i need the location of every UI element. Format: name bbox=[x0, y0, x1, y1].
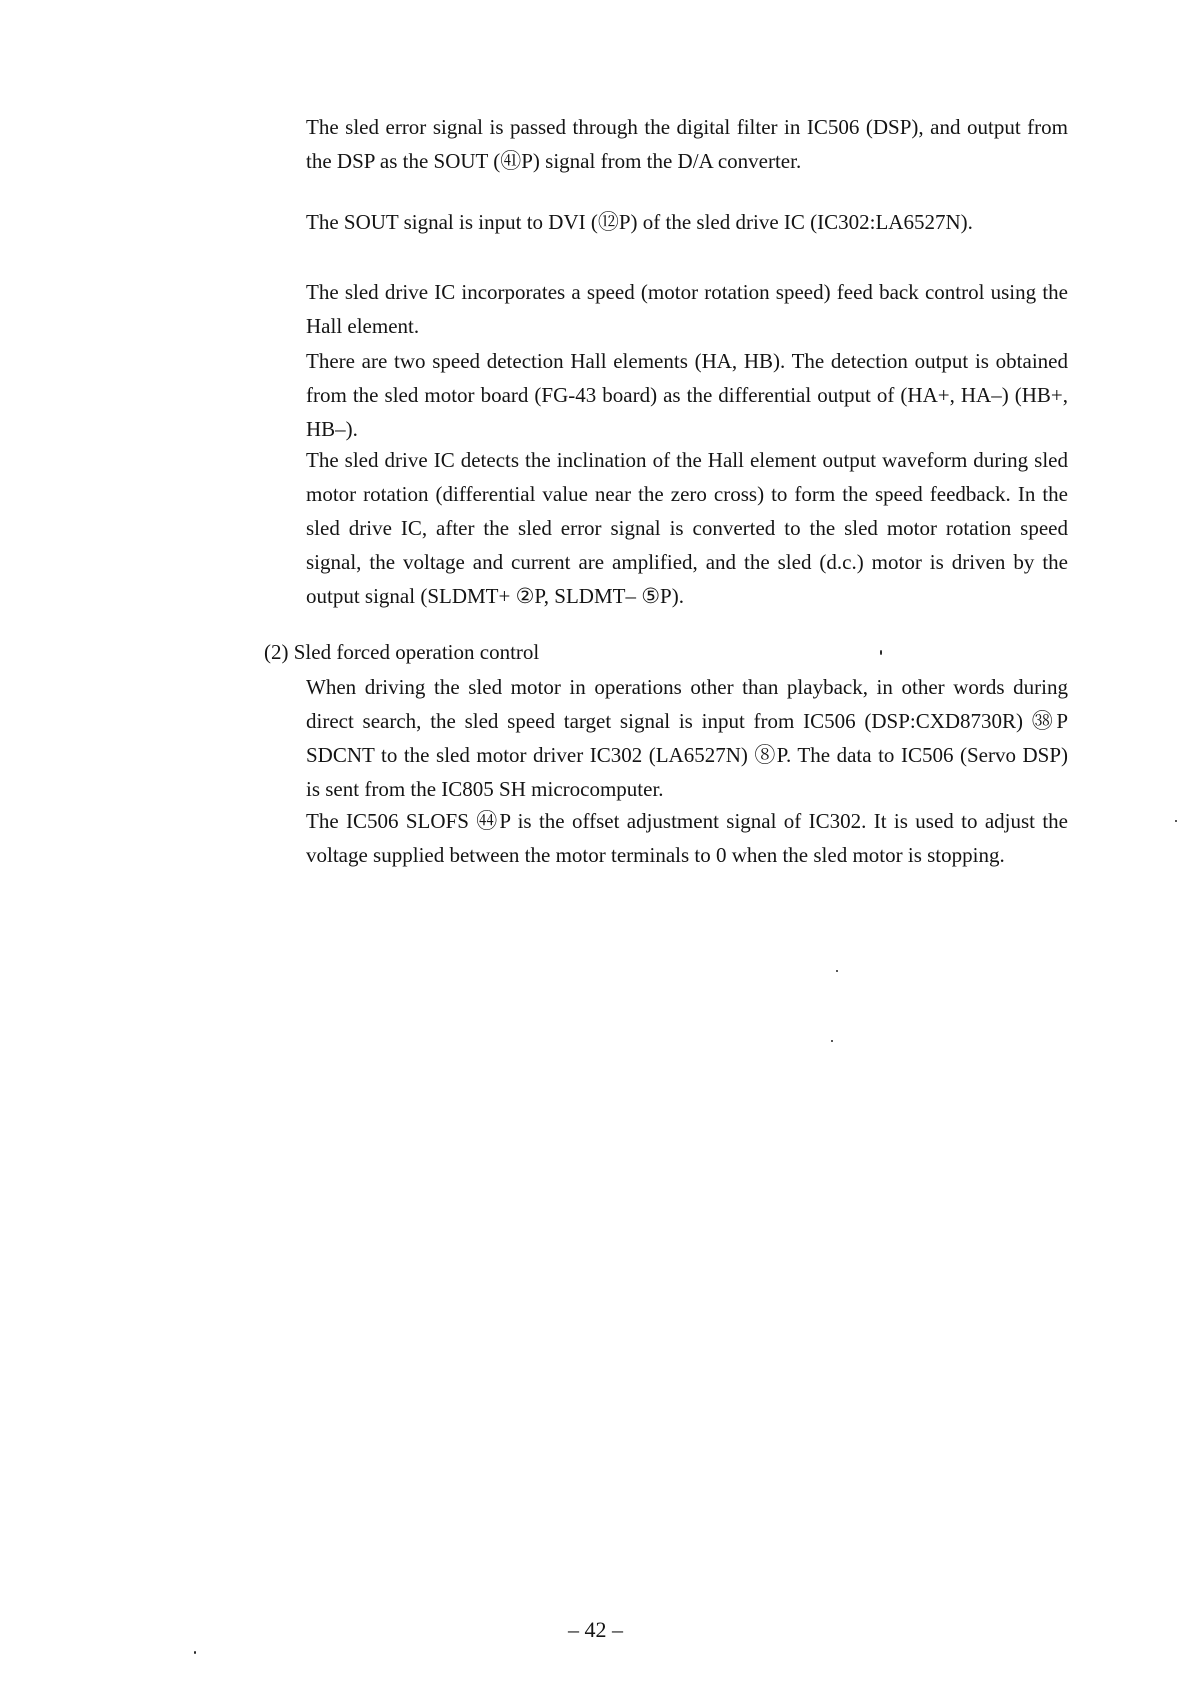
scan-speck bbox=[194, 1651, 196, 1654]
paragraph-hall-elements: There are two speed detection Hall elements (HA, HB). The detection output is obtained from the sled motor board (FG-43 board) as the differential output of (HA+, HA–) (HB+, HB–). bbox=[306, 349, 1068, 441]
paragraph-direct-search: When driving the sled motor in operations other than playback, in other words during direct search, the sled speed target signal is input from IC506 (DSP:CXD8730R) ㊳P SDCNT to the sled motor driver IC302 (LA6527N) ⑧P. The data to IC506 (Servo DSP) is sent from the IC805 SH microcomputer. bbox=[306, 675, 1068, 801]
paragraph-offset-adjustment: The IC506 SLOFS ㊹P is the offset adjustment signal of IC302. It is used to adjust the voltage supplied between the motor terminals to 0 when the sled motor is stopping. bbox=[306, 809, 1068, 867]
page-number: – 42 – bbox=[568, 1617, 623, 1642]
scan-speck bbox=[836, 970, 838, 972]
paragraph-speed-feedback: The sled drive IC incorporates a speed (motor rotation speed) feed back control using the Hall element. bbox=[306, 280, 1068, 338]
scan-speck bbox=[1175, 820, 1177, 822]
scan-speck bbox=[880, 650, 882, 655]
paragraph-sled-error-signal: The sled error signal is passed through the digital filter in IC506 (DSP), and output from the DSP as the SOUT (㊶P) signal from the D/A converter. bbox=[306, 115, 1068, 173]
paragraph-inclination-detection: The sled drive IC detects the inclination of the Hall element output waveform during sled motor rotation (differential value near the zero cross) to form the speed feedback. In the sled drive IC, after the sled error signal is converted to the sled motor rotation speed signal, the voltage and current are amplified, and the sled (d.c.) motor is driven by the output signal (SLDMT+ ②P, SLDMT– ⑤P). bbox=[306, 448, 1068, 608]
paragraph-sout-signal: The SOUT signal is input to DVI (⑫P) of the sled drive IC (IC302:LA6527N). bbox=[306, 210, 973, 234]
section-heading: (2) Sled forced operation control bbox=[264, 640, 540, 664]
scan-speck bbox=[831, 1040, 833, 1042]
